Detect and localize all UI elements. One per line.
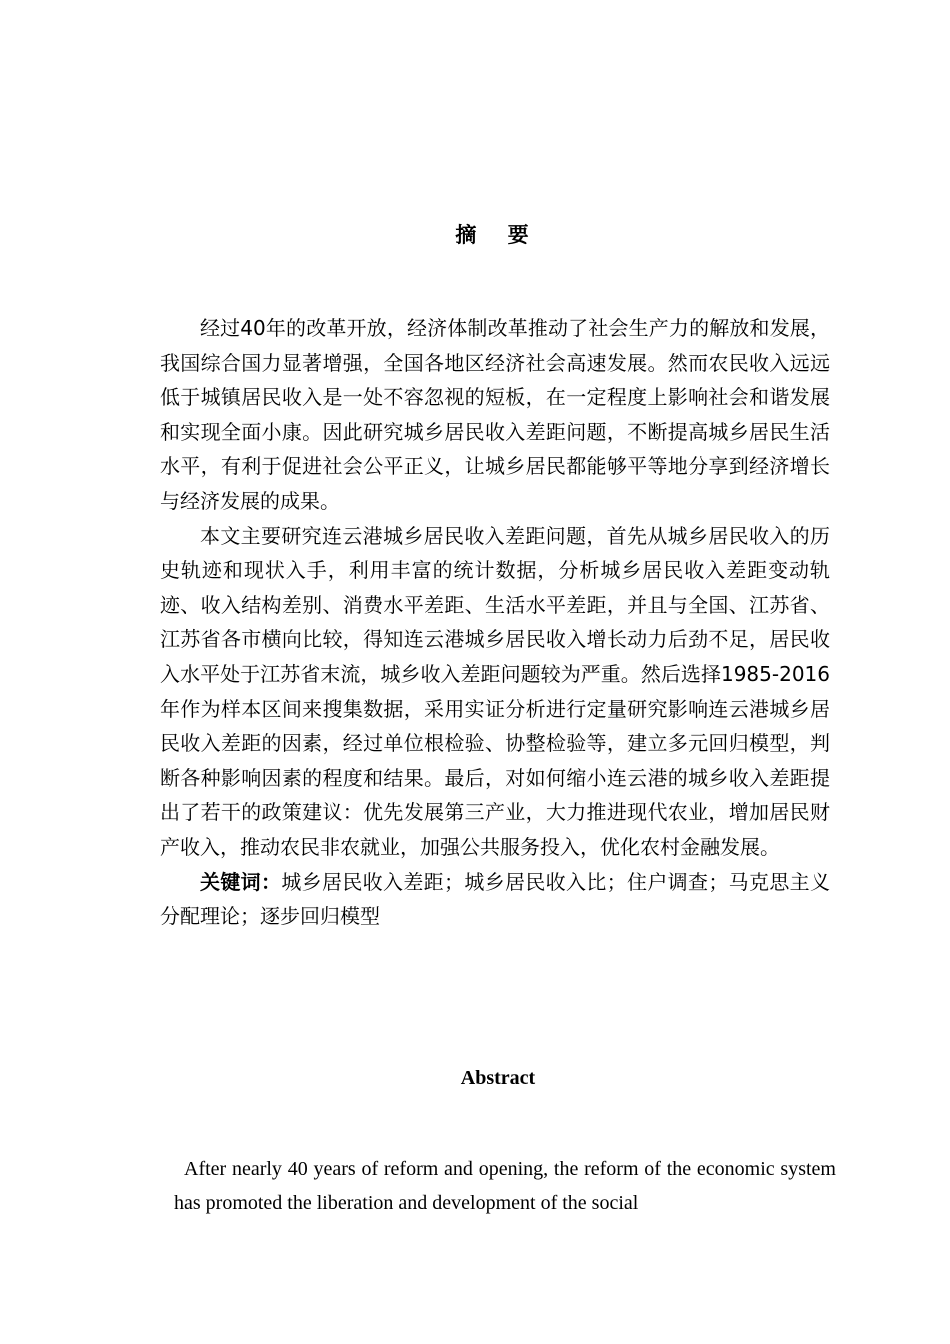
english-abstract-paragraph: After nearly 40 years of reform and opening, the reform of the economic system has promoted the liberation and development of the social (174, 1158, 836, 1214)
keywords-line (160, 865, 830, 934)
chinese-abstract-title: 摘 要 (455, 223, 541, 247)
chinese-abstract-paragraph: 本文主要研究连云港城乡居民收入差距问题，首先从城乡居民收入的历史轨迹和现状入手，利用丰富的统计数据，分析城乡居民收入差距变动轨迹、收入结构差别、消费水平差距、生活水平差距，并且与全国、江苏省、江苏省各市横向比较，得知连云港城乡居民收入增长动力后劲不足，居民收入水平处于江苏省末流，城乡收入差距问题较为严重。然后选择1985-2016年作为样本区间来搜集数据，采用实证分析进行定量研究影响连云港城乡居民收入差距的因素，经过单位根检验、协整检验等，建立多元回归模型，判断各种影响因素的程度和结果。最后，对如何缩小连云港的城乡收入差距提出了若干的政策建议：优先发展第三产业，大力推进现代农业，增加居民财产收入，推动农民非农就业，加强公共服务投入，优化农村金融发展。 (160, 523, 830, 859)
chinese-abstract-body (160, 311, 830, 934)
english-abstract-body (174, 1152, 836, 1220)
keywords-text: 城乡居民收入差距；城乡居民收入比；住户调查；马克思主义分配理论；逐步回归模型 (160, 869, 831, 929)
english-abstract-title: Abstract (460, 1067, 536, 1089)
chinese-abstract-paragraph: 经过40年的改革开放，经济体制改革推动了社会生产力的解放和发展，我国综合国力显著增强，全国各地区经济社会高速发展。然而农民收入远远低于城镇居民收入是一处不容忽视的短板，在一定程度上影响社会和谐发展和实现全面小康。因此研究城乡居民收入差距问题，不断提高城乡居民生活水平，有利于促进社会公平正义，让城乡居民都能够平等地分享到经济增长与经济发展的成果。 (160, 316, 830, 513)
keywords-label: 关键词： (200, 869, 282, 894)
